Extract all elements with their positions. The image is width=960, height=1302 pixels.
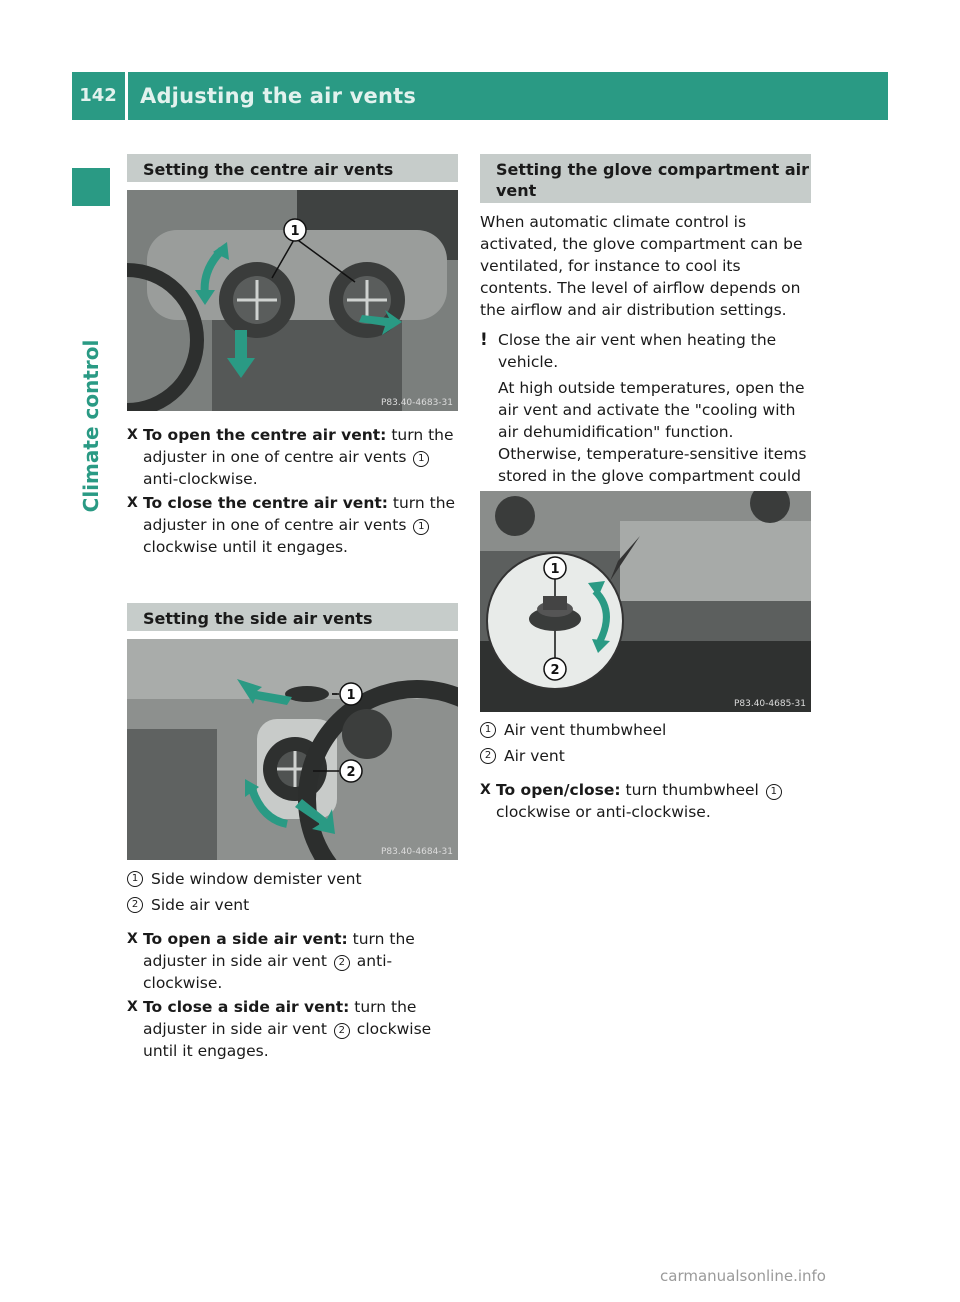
instruction-text: turn the adjuster in side air vent bbox=[143, 998, 417, 1038]
instruction-text: turn the adjuster in one of centre air vents bbox=[143, 494, 456, 534]
step-marker: X bbox=[127, 427, 138, 443]
callout-2: 2 bbox=[480, 748, 496, 764]
header-divider bbox=[125, 72, 128, 120]
warning-notice bbox=[480, 329, 813, 509]
section-heading-glove-vent: Setting the glove compartment air vent bbox=[480, 154, 811, 203]
instruction-label: To close a side air vent: bbox=[143, 998, 350, 1016]
callout-2: 2 bbox=[127, 897, 143, 913]
callout-1: 1 bbox=[766, 784, 782, 800]
legend-label: Air vent bbox=[504, 747, 565, 765]
page-number: 142 bbox=[79, 85, 117, 106]
figure-glove-vent bbox=[480, 491, 811, 712]
legend-item bbox=[480, 719, 813, 741]
step-marker: X bbox=[127, 999, 138, 1015]
legend-label: Air vent thumbwheel bbox=[504, 721, 667, 739]
callout-1: 1 bbox=[480, 722, 496, 738]
step-marker: X bbox=[480, 782, 491, 798]
warning-icon: ! bbox=[480, 330, 488, 350]
instruction-open-side bbox=[127, 928, 460, 994]
glove-vent-legend-and-steps bbox=[480, 719, 813, 825]
legend-label: Side window demister vent bbox=[151, 870, 362, 888]
chapter-tab bbox=[72, 168, 110, 206]
figure-side-vents bbox=[127, 639, 458, 860]
step-marker: X bbox=[127, 931, 138, 947]
instruction-text: clockwise or anti-clockwise. bbox=[496, 803, 711, 821]
svg-text:2: 2 bbox=[550, 663, 560, 678]
section-heading-centre-vents: Setting the centre air vents bbox=[127, 154, 458, 182]
figure-code-side: P83.40-4684-31 bbox=[380, 847, 453, 857]
chapter-label-text: Climate control bbox=[79, 339, 103, 513]
warning-paragraph: At high outside temperatures, open the air vent and activate the "cooling with air dehumidification" function. Otherwise, temperature-sensitive items stored in the glove compartment could bbox=[498, 379, 807, 485]
glove-vent-text bbox=[480, 211, 813, 517]
callout-1: 1 bbox=[127, 871, 143, 887]
instruction-label: To close the centre air vent: bbox=[143, 494, 388, 512]
instruction-label: To open/close: bbox=[496, 781, 621, 799]
glove-vent-illustration bbox=[480, 491, 811, 712]
callout-2: 2 bbox=[334, 955, 350, 971]
instruction-open-centre bbox=[127, 424, 460, 490]
section-heading-side-vents: Setting the side air vents bbox=[127, 603, 458, 631]
warning-text: Close the air vent when heating the vehicle. bbox=[498, 331, 777, 371]
instruction-text: anti-clockwise. bbox=[143, 952, 393, 992]
instruction-text: turn the adjuster in one of centre air vents bbox=[143, 426, 454, 466]
page-title: Adjusting the air vents bbox=[140, 84, 417, 108]
intro-paragraph: When automatic climate control is activated, the glove compartment can be ventilated, for instance to cool its contents. The level of airflow depends on the airflow and air distribution settings. bbox=[480, 213, 803, 319]
centre-vents-instructions bbox=[127, 424, 460, 560]
figure-code-centre: P83.40-4683-31 bbox=[380, 398, 453, 408]
instruction-open-close-glove bbox=[480, 779, 813, 823]
instruction-label: To open a side air vent: bbox=[143, 930, 348, 948]
callout-1: 1 bbox=[413, 519, 429, 535]
step-marker: X bbox=[127, 495, 138, 511]
callout-2: 2 bbox=[334, 1023, 350, 1039]
watermark: carmanualsonline.info bbox=[660, 1267, 826, 1285]
figure-centre-vents bbox=[127, 190, 458, 411]
svg-text:1: 1 bbox=[550, 562, 560, 577]
instruction-text: anti-clockwise. bbox=[143, 470, 258, 488]
side-vents-illustration bbox=[127, 639, 458, 860]
svg-text:2: 2 bbox=[346, 765, 356, 780]
legend-label: Side air vent bbox=[151, 896, 250, 914]
instruction-label: To open the centre air vent: bbox=[143, 426, 387, 444]
centre-vents-illustration bbox=[127, 190, 458, 411]
instruction-text: clockwise until it engages. bbox=[143, 1020, 432, 1060]
instruction-text: clockwise until it engages. bbox=[143, 538, 348, 556]
instruction-close-side bbox=[127, 996, 460, 1062]
svg-text:1: 1 bbox=[346, 688, 356, 703]
instruction-text: turn thumbwheel bbox=[625, 781, 759, 799]
instruction-text: turn the adjuster in side air vent bbox=[143, 930, 415, 970]
legend-item bbox=[480, 745, 813, 767]
svg-text:1: 1 bbox=[290, 224, 300, 239]
figure-code-glove: P83.40-4685-31 bbox=[733, 699, 806, 709]
legend-item bbox=[127, 868, 460, 890]
instruction-close-centre bbox=[127, 492, 460, 558]
callout-1: 1 bbox=[413, 451, 429, 467]
legend-item bbox=[127, 894, 460, 916]
side-vents-text bbox=[127, 868, 460, 1064]
